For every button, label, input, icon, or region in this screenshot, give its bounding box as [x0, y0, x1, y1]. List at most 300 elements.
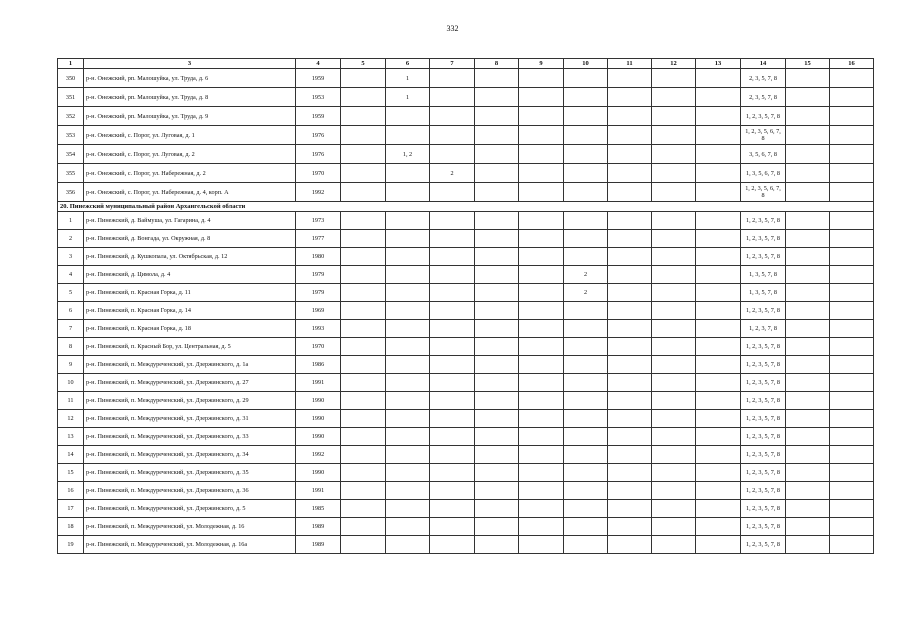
cell-empty: [830, 248, 874, 266]
cell-addr: р-н. Пинежский, п. Междуреченский, ул. Дзержинского, д. 27: [84, 374, 296, 392]
cell-empty: [652, 428, 696, 446]
cell-empty: [652, 338, 696, 356]
cell-c6: [386, 500, 430, 518]
column-header: 16: [830, 59, 874, 69]
cell-empty: [608, 338, 652, 356]
column-header: 14: [741, 59, 786, 69]
cell-c10: [564, 88, 608, 107]
cell-num: 3: [58, 248, 84, 266]
cell-c14: 1, 2, 3, 5, 7, 8: [741, 338, 786, 356]
cell-num: 351: [58, 88, 84, 107]
cell-addr: р-н. Пинежский, п. Междуреченский, ул. Дзержинского, д. 31: [84, 410, 296, 428]
cell-year: 1959: [296, 69, 341, 88]
cell-addr: р-н. Онежский, рп. Малошуйка, ул. Труда, д. 8: [84, 88, 296, 107]
cell-empty: [341, 464, 386, 482]
cell-empty: [696, 248, 741, 266]
cell-empty: [652, 183, 696, 202]
cell-empty: [830, 69, 874, 88]
cell-empty: [830, 284, 874, 302]
cell-empty: [341, 536, 386, 554]
section-body: [58, 202, 874, 212]
cell-c6: [386, 230, 430, 248]
column-header: 7: [430, 59, 475, 69]
cell-c7: [430, 410, 475, 428]
cell-addr: р-н. Пинежский, п. Междуреченский, ул. Дзержинского, д. 29: [84, 392, 296, 410]
cell-empty: [519, 126, 564, 145]
cell-c6: [386, 302, 430, 320]
cell-empty: [786, 69, 830, 88]
cell-c6: [386, 464, 430, 482]
cell-empty: [608, 183, 652, 202]
cell-addr: р-н. Пинежский, п. Междуреченский, ул. Молодежная, д. 16: [84, 518, 296, 536]
cell-empty: [475, 356, 519, 374]
cell-empty: [341, 126, 386, 145]
cell-empty: [475, 500, 519, 518]
cell-c14: 1, 3, 5, 7, 8: [741, 284, 786, 302]
cell-addr: р-н. Пинежский, п. Междуреченский, ул. Молодежная, д. 16а: [84, 536, 296, 554]
cell-empty: [786, 302, 830, 320]
cell-c14: 1, 2, 3, 5, 7, 8: [741, 374, 786, 392]
cell-empty: [519, 248, 564, 266]
cell-empty: [341, 69, 386, 88]
cell-c7: [430, 302, 475, 320]
column-header: 5: [341, 59, 386, 69]
table-row: [58, 410, 874, 428]
cell-empty: [608, 500, 652, 518]
cell-c7: [430, 482, 475, 500]
cell-empty: [652, 88, 696, 107]
cell-c10: [564, 338, 608, 356]
cell-empty: [341, 183, 386, 202]
cell-empty: [786, 107, 830, 126]
cell-c6: [386, 482, 430, 500]
cell-empty: [475, 302, 519, 320]
cell-empty: [341, 374, 386, 392]
cell-addr: р-н. Онежский, с. Порог, ул. Набережная, д. 4, корп. А: [84, 183, 296, 202]
cell-c6: [386, 356, 430, 374]
cell-num: 352: [58, 107, 84, 126]
cell-empty: [475, 212, 519, 230]
cell-c14: 1, 2, 3, 5, 7, 8: [741, 302, 786, 320]
cell-empty: [608, 356, 652, 374]
cell-year: 1979: [296, 284, 341, 302]
cell-c14: 1, 2, 3, 5, 7, 8: [741, 212, 786, 230]
cell-empty: [341, 392, 386, 410]
cell-empty: [830, 266, 874, 284]
cell-c7: 2: [430, 164, 475, 183]
cell-empty: [341, 107, 386, 126]
cell-empty: [519, 145, 564, 164]
cell-empty: [608, 518, 652, 536]
cell-addr: р-н. Пинежский, д. Вонгада, ул. Окружная, д. 8: [84, 230, 296, 248]
cell-empty: [519, 302, 564, 320]
cell-year: 1979: [296, 266, 341, 284]
table-row: [58, 266, 874, 284]
cell-empty: [830, 183, 874, 202]
cell-c7: [430, 126, 475, 145]
cell-empty: [696, 464, 741, 482]
cell-c14: 1, 2, 3, 5, 7, 8: [741, 428, 786, 446]
cell-empty: [696, 69, 741, 88]
cell-empty: [696, 428, 741, 446]
cell-empty: [830, 302, 874, 320]
table-row: [58, 164, 874, 183]
cell-c7: [430, 356, 475, 374]
cell-empty: [519, 464, 564, 482]
cell-empty: [786, 266, 830, 284]
cell-empty: [341, 248, 386, 266]
cell-empty: [786, 428, 830, 446]
cell-empty: [652, 536, 696, 554]
cell-num: 14: [58, 446, 84, 464]
cell-num: 5: [58, 284, 84, 302]
cell-c14: 1, 3, 5, 6, 7, 8: [741, 164, 786, 183]
cell-c7: [430, 266, 475, 284]
cell-empty: [519, 88, 564, 107]
cell-addr: р-н. Онежский, рп. Малошуйка, ул. Труда, д. 9: [84, 107, 296, 126]
cell-empty: [519, 428, 564, 446]
cell-c10: [564, 374, 608, 392]
cell-empty: [652, 464, 696, 482]
cell-empty: [341, 338, 386, 356]
cell-empty: [519, 482, 564, 500]
cell-c14: 3, 5, 6, 7, 8: [741, 145, 786, 164]
cell-c10: [564, 500, 608, 518]
cell-empty: [519, 107, 564, 126]
cell-c6: [386, 338, 430, 356]
cell-c6: [386, 518, 430, 536]
cell-year: 1959: [296, 107, 341, 126]
cell-empty: [608, 284, 652, 302]
cell-empty: [608, 482, 652, 500]
cell-year: 1990: [296, 464, 341, 482]
cell-year: 1973: [296, 212, 341, 230]
cell-c6: [386, 126, 430, 145]
cell-addr: р-н. Пинежский, п. Междуреченский, ул. Дзержинского, д. 33: [84, 428, 296, 446]
cell-empty: [341, 230, 386, 248]
cell-empty: [830, 392, 874, 410]
cell-empty: [696, 500, 741, 518]
cell-empty: [696, 482, 741, 500]
cell-empty: [830, 230, 874, 248]
cell-empty: [475, 284, 519, 302]
cell-c10: [564, 392, 608, 410]
cell-empty: [608, 266, 652, 284]
page-number: 332: [446, 24, 459, 33]
cell-empty: [608, 107, 652, 126]
cell-year: 1990: [296, 410, 341, 428]
cell-empty: [341, 356, 386, 374]
cell-empty: [652, 356, 696, 374]
cell-c10: [564, 464, 608, 482]
cell-empty: [519, 500, 564, 518]
cell-empty: [519, 446, 564, 464]
cell-empty: [519, 164, 564, 183]
cell-year: 1977: [296, 230, 341, 248]
table-row: [58, 107, 874, 126]
cell-empty: [696, 446, 741, 464]
cell-empty: [608, 320, 652, 338]
cell-num: 8: [58, 338, 84, 356]
table-row: [58, 183, 874, 202]
cell-c6: 1: [386, 69, 430, 88]
cell-c6: [386, 320, 430, 338]
cell-c14: 1, 2, 3, 5, 7, 8: [741, 410, 786, 428]
cell-year: 1990: [296, 392, 341, 410]
cell-c14: 1, 2, 3, 5, 7, 8: [741, 536, 786, 554]
cell-c7: [430, 145, 475, 164]
cell-num: 1: [58, 212, 84, 230]
cell-empty: [519, 518, 564, 536]
cell-empty: [608, 464, 652, 482]
cell-empty: [696, 518, 741, 536]
cell-empty: [475, 482, 519, 500]
cell-year: 1953: [296, 88, 341, 107]
cell-c7: [430, 230, 475, 248]
cell-c14: 1, 2, 3, 5, 7, 8: [741, 248, 786, 266]
cell-c14: 1, 2, 3, 5, 7, 8: [741, 230, 786, 248]
cell-c7: [430, 428, 475, 446]
cell-empty: [696, 410, 741, 428]
cell-empty: [475, 338, 519, 356]
cell-empty: [786, 212, 830, 230]
cell-empty: [475, 374, 519, 392]
cell-addr: р-н. Онежский, с. Порог, ул. Набережная, д. 2: [84, 164, 296, 183]
cell-empty: [608, 164, 652, 183]
cell-c10: [564, 107, 608, 126]
cell-empty: [696, 126, 741, 145]
cell-empty: [608, 428, 652, 446]
cell-c7: [430, 392, 475, 410]
column-header: 4: [296, 59, 341, 69]
cell-empty: [830, 518, 874, 536]
cell-empty: [608, 212, 652, 230]
cell-c7: [430, 374, 475, 392]
cell-empty: [608, 392, 652, 410]
cell-empty: [830, 410, 874, 428]
cell-empty: [475, 266, 519, 284]
cell-year: 1989: [296, 536, 341, 554]
cell-year: 1985: [296, 500, 341, 518]
cell-c10: 2: [564, 284, 608, 302]
cell-c14: 1, 3, 5, 7, 8: [741, 266, 786, 284]
table-row: [58, 500, 874, 518]
cell-empty: [786, 374, 830, 392]
cell-c7: [430, 248, 475, 266]
cell-empty: [608, 410, 652, 428]
cell-addr: р-н. Пинежский, п. Междуреченский, ул. Дзержинского, д. 36: [84, 482, 296, 500]
table-row: [58, 212, 874, 230]
table-row: [58, 248, 874, 266]
cell-empty: [696, 230, 741, 248]
cell-num: 350: [58, 69, 84, 88]
cell-c6: [386, 446, 430, 464]
column-header: 3: [84, 59, 296, 69]
cell-empty: [341, 266, 386, 284]
table-row: [58, 446, 874, 464]
cell-empty: [341, 500, 386, 518]
cell-year: 1991: [296, 374, 341, 392]
cell-addr: р-н. Пинежский, п. Красная Горка, д. 14: [84, 302, 296, 320]
cell-num: 18: [58, 518, 84, 536]
cell-empty: [786, 446, 830, 464]
cell-empty: [341, 88, 386, 107]
cell-addr: р-н. Пинежский, п. Междуреченский, ул. Дзержинского, д. 1а: [84, 356, 296, 374]
cell-year: 1992: [296, 183, 341, 202]
cell-empty: [652, 284, 696, 302]
cell-empty: [519, 284, 564, 302]
cell-addr: р-н. Онежский, с. Порог, ул. Луговая, д. 1: [84, 126, 296, 145]
cell-empty: [830, 145, 874, 164]
cell-num: 9: [58, 356, 84, 374]
cell-empty: [652, 320, 696, 338]
table-row: [58, 392, 874, 410]
cell-year: 1990: [296, 428, 341, 446]
cell-c14: 1, 2, 3, 5, 6, 7, 8: [741, 126, 786, 145]
cell-c7: [430, 212, 475, 230]
cell-c14: 1, 2, 3, 5, 7, 8: [741, 356, 786, 374]
table-row: [58, 145, 874, 164]
cell-empty: [786, 230, 830, 248]
cell-num: 4: [58, 266, 84, 284]
cell-empty: [519, 183, 564, 202]
cell-num: 355: [58, 164, 84, 183]
cell-empty: [341, 482, 386, 500]
cell-c7: [430, 107, 475, 126]
cell-empty: [475, 88, 519, 107]
cell-c6: 1, 2: [386, 145, 430, 164]
cell-empty: [786, 145, 830, 164]
cell-c6: [386, 284, 430, 302]
cell-empty: [519, 230, 564, 248]
cell-empty: [475, 446, 519, 464]
column-header: 8: [475, 59, 519, 69]
cell-year: 1991: [296, 482, 341, 500]
cell-empty: [652, 446, 696, 464]
cell-num: 353: [58, 126, 84, 145]
cell-c10: [564, 164, 608, 183]
cell-empty: [696, 356, 741, 374]
cell-empty: [608, 374, 652, 392]
cell-addr: р-н. Онежский, рп. Малошуйка, ул. Труда, д. 6: [84, 69, 296, 88]
cell-empty: [830, 500, 874, 518]
cell-empty: [696, 107, 741, 126]
section-title: 20. Пинежский муниципальный район Архангельской области: [58, 202, 874, 212]
cell-c6: [386, 212, 430, 230]
cell-c10: [564, 428, 608, 446]
cell-c14: 1, 2, 3, 5, 7, 8: [741, 482, 786, 500]
cell-empty: [341, 446, 386, 464]
cell-addr: р-н. Пинежский, д. Кушкопала, ул. Октябрьская, д. 12: [84, 248, 296, 266]
cell-empty: [696, 164, 741, 183]
table-row: [58, 320, 874, 338]
cell-num: 10: [58, 374, 84, 392]
cell-empty: [696, 145, 741, 164]
cell-empty: [696, 284, 741, 302]
cell-num: 19: [58, 536, 84, 554]
cell-empty: [830, 338, 874, 356]
cell-c10: [564, 482, 608, 500]
cell-empty: [519, 410, 564, 428]
cell-empty: [786, 126, 830, 145]
cell-c14: 1, 2, 3, 5, 7, 8: [741, 446, 786, 464]
cell-c10: [564, 69, 608, 88]
cell-c10: [564, 518, 608, 536]
cell-c6: [386, 164, 430, 183]
cell-empty: [786, 183, 830, 202]
cell-empty: [652, 500, 696, 518]
cell-num: 13: [58, 428, 84, 446]
cell-empty: [652, 126, 696, 145]
cell-empty: [652, 69, 696, 88]
cell-empty: [830, 428, 874, 446]
cell-empty: [786, 164, 830, 183]
cell-empty: [786, 410, 830, 428]
cell-num: 2: [58, 230, 84, 248]
cell-c7: [430, 88, 475, 107]
cell-year: 1993: [296, 320, 341, 338]
cell-empty: [786, 248, 830, 266]
cell-empty: [475, 230, 519, 248]
cell-empty: [696, 88, 741, 107]
cell-c7: [430, 464, 475, 482]
cell-c7: [430, 500, 475, 518]
cell-empty: [475, 107, 519, 126]
cell-empty: [652, 212, 696, 230]
cell-addr: р-н. Пинежский, п. Междуреченский, ул. Дзержинского, д. 35: [84, 464, 296, 482]
cell-addr: р-н. Пинежский, п. Междуреченский, ул. Дзержинского, д. 5: [84, 500, 296, 518]
cell-empty: [341, 428, 386, 446]
cell-empty: [341, 518, 386, 536]
cell-year: 1970: [296, 164, 341, 183]
cell-c10: [564, 212, 608, 230]
cell-empty: [341, 284, 386, 302]
cell-c6: [386, 248, 430, 266]
column-header: 9: [519, 59, 564, 69]
cell-empty: [830, 374, 874, 392]
cell-c10: [564, 536, 608, 554]
cell-year: 1976: [296, 126, 341, 145]
cell-c6: [386, 536, 430, 554]
cell-empty: [519, 266, 564, 284]
cell-c7: [430, 536, 475, 554]
cell-year: 1980: [296, 248, 341, 266]
cell-c14: 1, 2, 3, 5, 7, 8: [741, 107, 786, 126]
cell-empty: [652, 107, 696, 126]
cell-addr: р-н. Пинежский, д. Ваймуша, ул. Гагарина, д. 4: [84, 212, 296, 230]
cell-empty: [475, 248, 519, 266]
cell-empty: [696, 374, 741, 392]
cell-empty: [475, 126, 519, 145]
cell-empty: [475, 183, 519, 202]
column-header: 6: [386, 59, 430, 69]
header-row: [58, 59, 874, 69]
cell-c7: [430, 518, 475, 536]
cell-empty: [830, 356, 874, 374]
cell-c6: [386, 428, 430, 446]
cell-addr: р-н. Пинежский, д. Цимола, д. 4: [84, 266, 296, 284]
cell-empty: [830, 88, 874, 107]
table-row: [58, 69, 874, 88]
cell-empty: [652, 482, 696, 500]
column-header: 10: [564, 59, 608, 69]
cell-c10: [564, 410, 608, 428]
cell-c6: [386, 374, 430, 392]
cell-empty: [696, 320, 741, 338]
cell-empty: [341, 145, 386, 164]
cell-empty: [786, 338, 830, 356]
cell-empty: [341, 212, 386, 230]
